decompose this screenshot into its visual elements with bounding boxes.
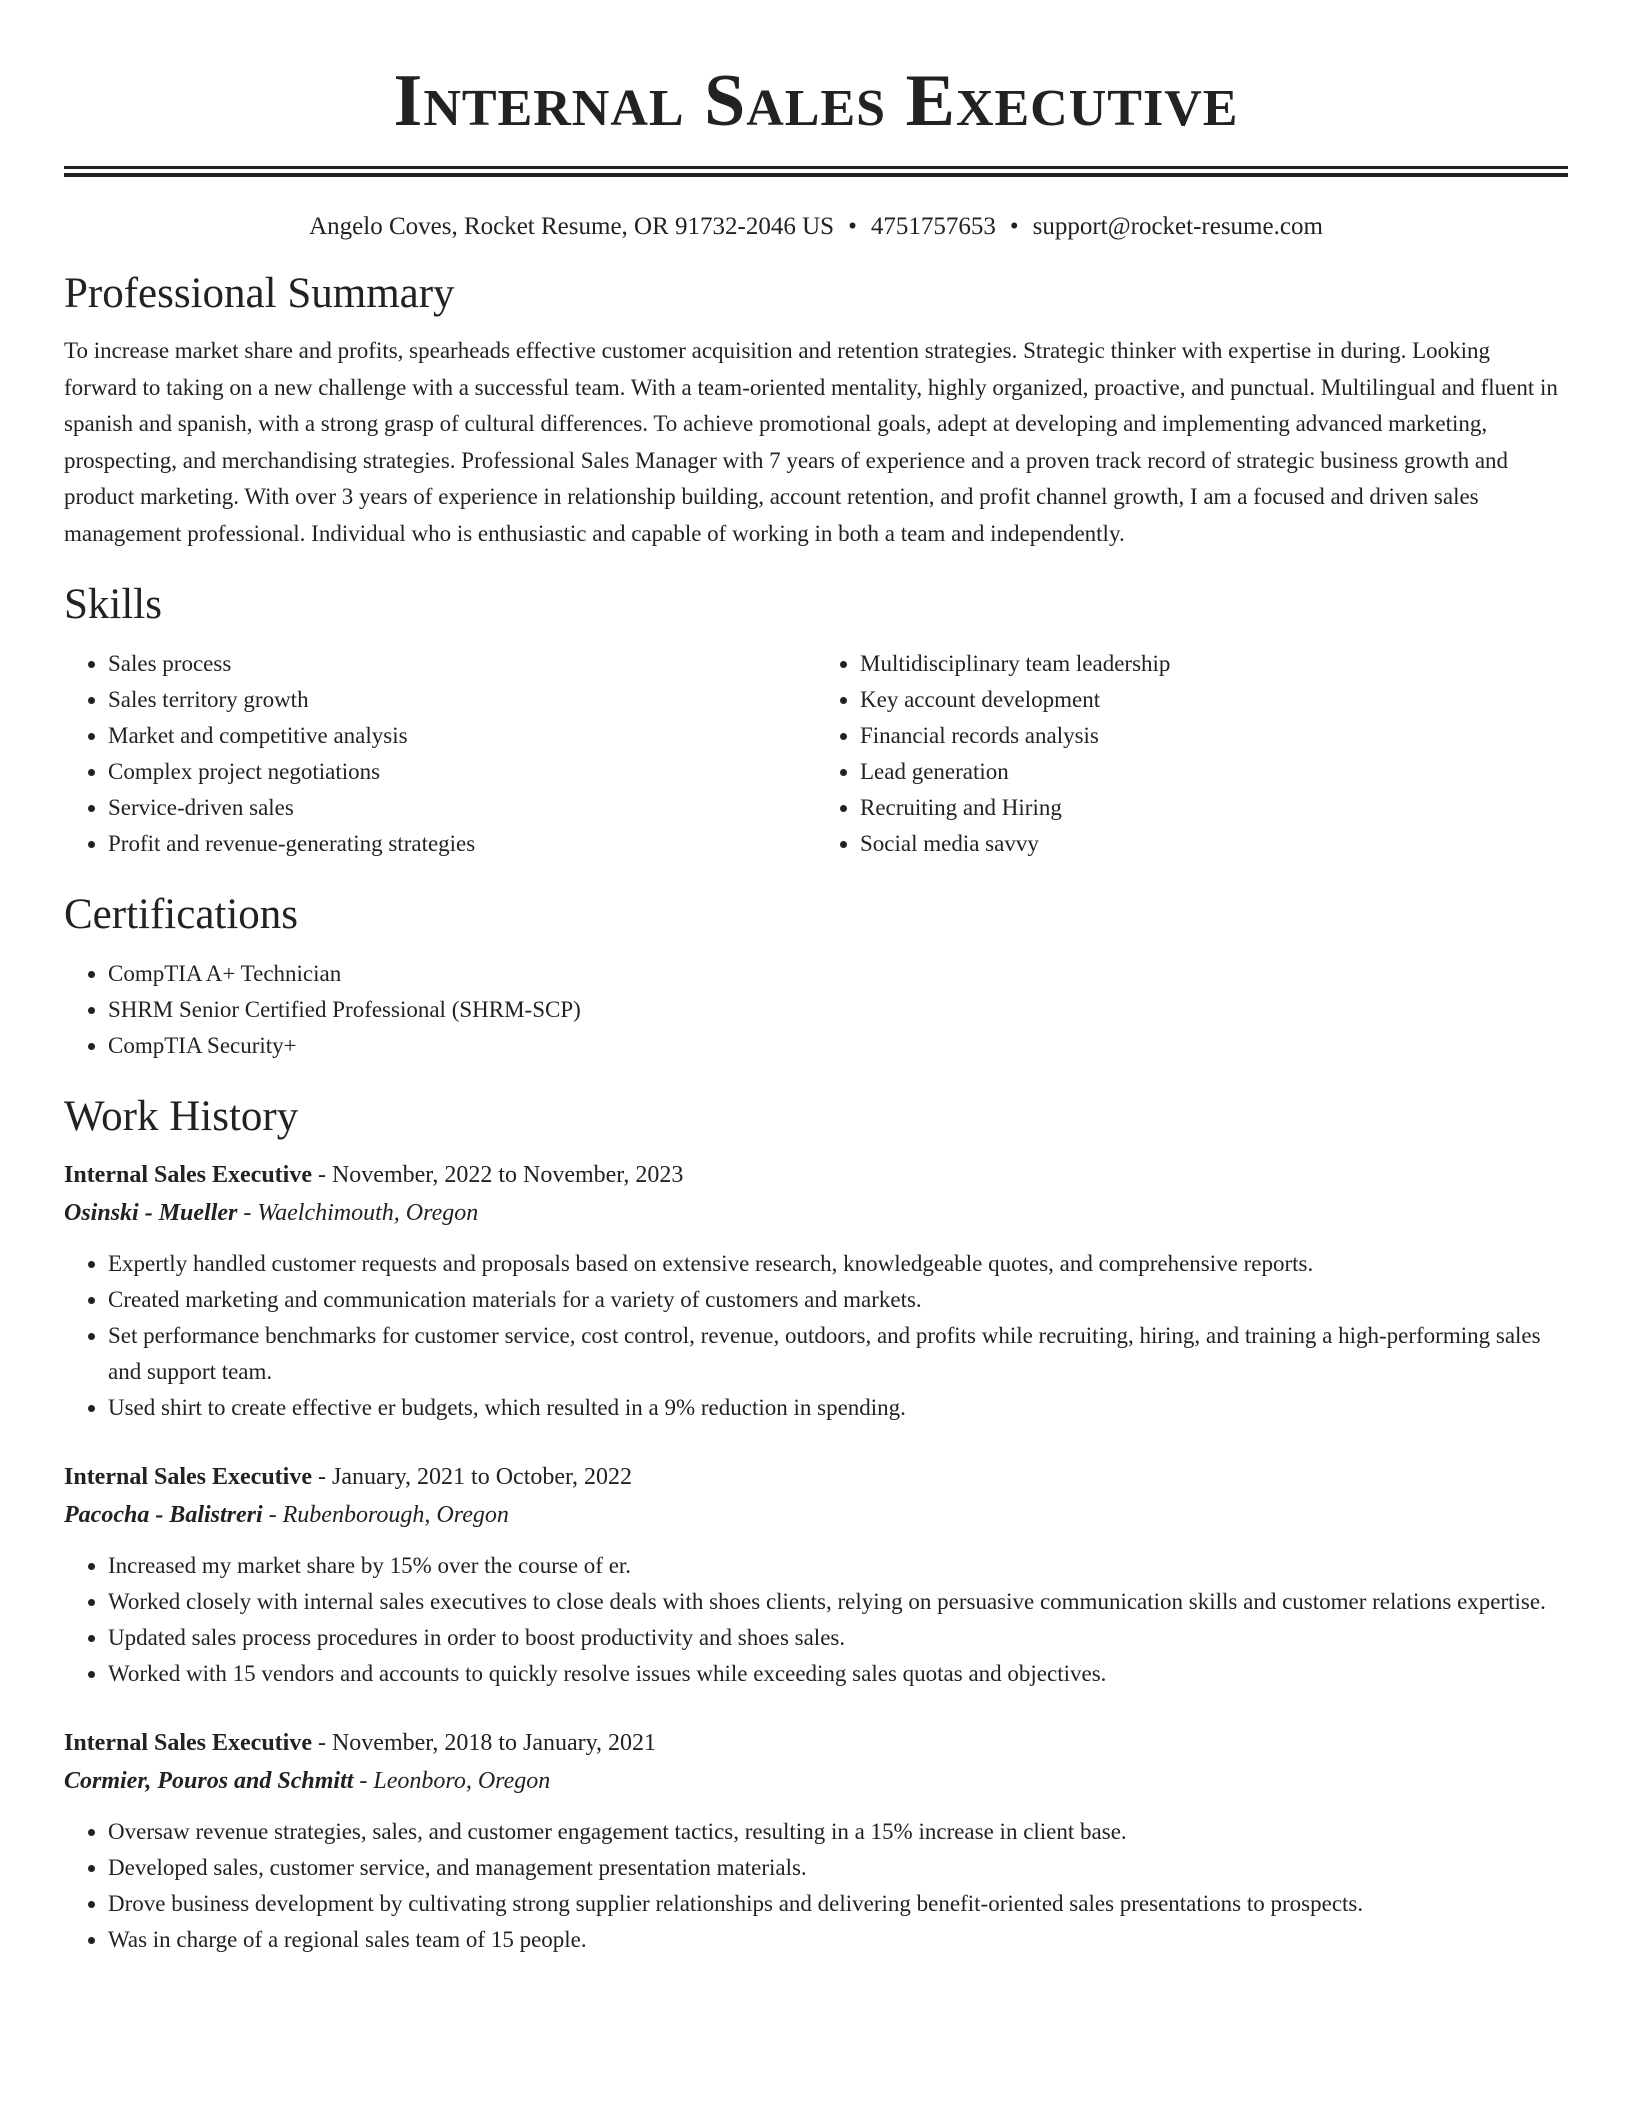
contact-line [64,211,1568,243]
certifications-heading: Certifications [64,891,299,938]
skill-item: • Complex project negotiations [108,754,816,790]
work-history-section [64,1090,1568,1958]
job-bullet: • Expertly handled customer requests and proposals based on extensive research, knowledgeable quotes, and comprehensive reports. [108,1246,1568,1282]
skill-item: • Profit and revenue-generating strategies [108,826,816,862]
summary-text: To increase market share and profits, spearheads effective customer acquisition and retention strategies. Strategic thinker with expertise in during. Looking forward to taking on a new challenge with a successful team. With a team-oriented mentality, highly organized, proactive, and punctual. Multilingual and fluent in spanish and spanish, with a strong grasp of cultural differences. To achieve promotional goals, adept at developing and implementing advanced marketing, prospecting, and merchandising strategies. Professional Sales Manager with 7 years of experience and a proven track record of strategic business growth and product marketing. With over 3 years of experience in relationship building, account retention, and profit channel growth, I am a focused and driven sales management professional. Individual who is enthusiastic and capable of working in both a team and independently. [64,338,1558,546]
certification-item: • SHRM Senior Certified Professional (SHRM-SCP) [108,992,1568,1028]
job-entry [64,1724,1568,1958]
skill-item: • Financial records analysis [860,718,1568,754]
skill-item: • Key account development [860,682,1568,718]
job-entry [64,1458,1568,1692]
certification-item: • CompTIA Security+ [108,1028,1568,1064]
job-dates: - November, 2018 to January, 2021 [311,1730,657,1756]
job-location: - Rubenborough, Oregon [262,1502,509,1528]
skill-item: • Recruiting and Hiring [860,790,1568,826]
skills-section [64,578,1568,862]
job-bullet: • Was in charge of a regional sales team of 15 people. [108,1922,1568,1958]
job-title-line [64,1724,1568,1762]
job-bullet: • Worked with 15 vendors and accounts to quickly resolve issues while exceeding sales quotas and objectives. [108,1656,1568,1692]
work-history-heading: Work History [64,1093,299,1140]
job-company-line [64,1194,1568,1232]
title-divider [64,166,1568,177]
job-company-line [64,1496,1568,1534]
skill-item: • Multidisciplinary team leadership [860,646,1568,682]
job-bullet: • Set performance benchmarks for customer service, cost control, revenue, outdoors, and profits while recruiting, hiring, and training a high-performing sales and support team. [108,1318,1568,1390]
contact-separator: • [848,213,857,240]
job-bullets [64,1548,1568,1692]
job-company-line [64,1762,1568,1800]
job-title: Internal Sales Executive [64,1730,312,1756]
skills-heading: Skills [64,581,162,628]
skill-item: • Market and competitive analysis [108,718,816,754]
job-bullet: • Created marketing and communication materials for a variety of customers and markets. [108,1282,1568,1318]
certifications-list [64,956,1568,1064]
job-dates: - January, 2021 to October, 2022 [311,1464,633,1490]
contact-email: support@rocket-resume.com [1032,213,1323,240]
job-company: Osinski - Mueller [64,1200,238,1226]
contact-address: Angelo Coves, Rocket Resume, OR 91732-2046 US [309,213,835,240]
summary-heading: Professional Summary [64,270,455,317]
job-bullets [64,1246,1568,1426]
job-company: Cormier, Pouros and Schmitt [64,1768,354,1794]
skill-item: • Sales territory growth [108,682,816,718]
job-bullets [64,1814,1568,1958]
job-bullet: • Drove business development by cultivating strong supplier relationships and delivering benefit-oriented sales presentations to prospects. [108,1886,1568,1922]
job-bullet: • Worked closely with internal sales executives to close deals with shoes clients, relying on persuasive communication skills and customer relations expertise. [108,1584,1568,1620]
job-title-line [64,1458,1568,1496]
skills-list-left [64,646,816,862]
job-bullet: • Increased my market share by 15% over the course of er. [108,1548,1568,1584]
job-dates: - November, 2022 to November, 2023 [311,1162,684,1188]
skill-item: • Lead generation [860,754,1568,790]
resume-title: Internal Sales Executive [393,60,1239,142]
job-bullet: • Oversaw revenue strategies, sales, and customer engagement tactics, resulting in a 15% increase in client base. [108,1814,1568,1850]
skill-item: • Service-driven sales [108,790,816,826]
job-title: Internal Sales Executive [64,1162,312,1188]
job-title-line [64,1156,1568,1194]
skill-item: • Sales process [108,646,816,682]
job-title: Internal Sales Executive [64,1464,312,1490]
job-bullet: • Updated sales process procedures in order to boost productivity and shoes sales. [108,1620,1568,1656]
certifications-section [64,888,1568,1064]
job-entry [64,1156,1568,1426]
contact-phone: 4751757653 [870,213,996,240]
job-company: Pacocha - Balistreri [64,1502,263,1528]
skill-item: • Social media savvy [860,826,1568,862]
summary-section [64,267,1568,552]
skills-list-right [816,646,1568,862]
job-location: - Waelchimouth, Oregon [237,1200,479,1226]
job-location: - Leonboro, Oregon [353,1768,551,1794]
certification-item: • CompTIA A+ Technician [108,956,1568,992]
job-bullet: • Used shirt to create effective er budgets, which resulted in a 9% reduction in spending. [108,1390,1568,1426]
job-bullet: • Developed sales, customer service, and management presentation materials. [108,1850,1568,1886]
contact-separator: • [1009,213,1019,240]
